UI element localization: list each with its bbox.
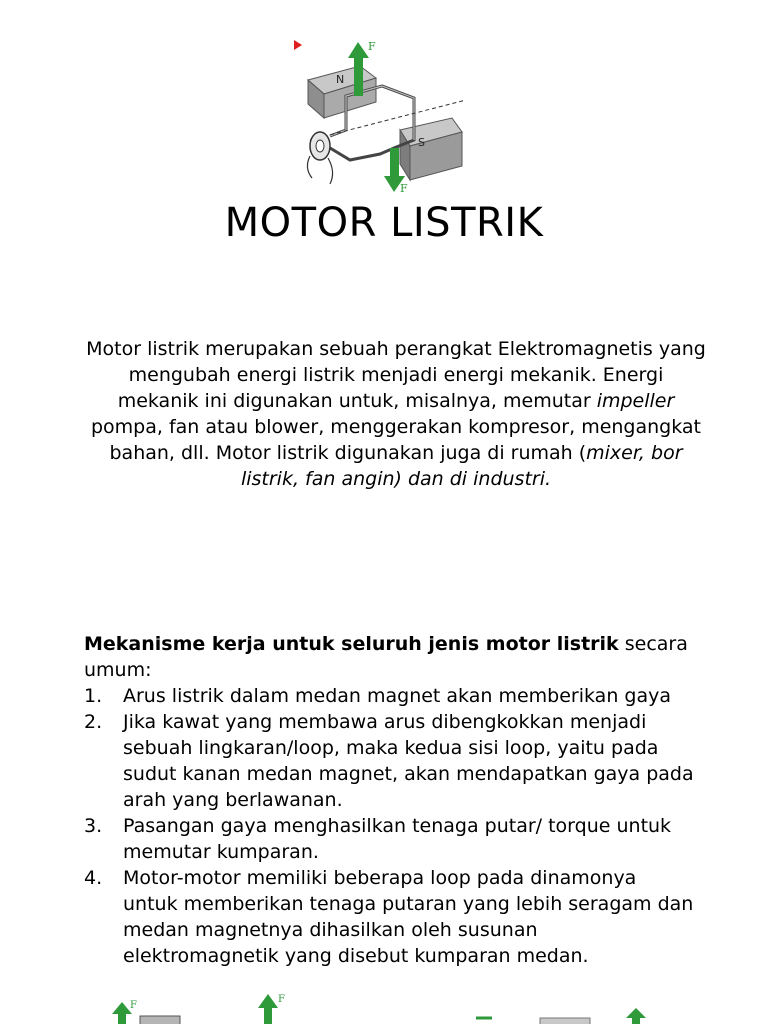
force-down-label: F — [400, 182, 408, 195]
bottom-force-label: F — [130, 1000, 137, 1011]
intro-paragraph — [86, 336, 706, 492]
mechanism-step-3 — [84, 813, 694, 865]
step-text: Arus listrik dalam medan magnet akan memberikan gaya — [123, 685, 671, 707]
step-text: Jika kawat yang membawa arus dibengkokkan menjadi sebuah lingkaran/loop, maka kedua sisi loop, yaitu pada sudut kanan medan magnet, akan mendapatkan gaya pada arah yang berlawanan. — [123, 711, 694, 811]
step-number: 2. — [84, 711, 103, 733]
intro-text-2: pompa, fan atau blower, menggerakan kompresor, mengangkat bahan, dll. Motor listrik digunakan juga di rumah ( — [90, 416, 701, 464]
mechanism-step-1 — [84, 683, 694, 709]
north-label: N — [336, 73, 345, 86]
bottom-up-arrow-icon — [626, 1008, 646, 1024]
mechanism-section — [84, 631, 694, 969]
mechanism-heading-rest: secara umum: — [84, 633, 688, 681]
mechanism-heading — [84, 631, 694, 683]
force-up-label: F — [368, 40, 376, 53]
mechanism-heading-bold: Mekanisme kerja untuk seluruh jenis motor listrik — [84, 633, 619, 655]
intro-emphasis-impeller: impeller — [596, 390, 675, 412]
step-text: Pasangan gaya menghasilkan tenaga putar/ torque untuk memutar kumparan. — [123, 815, 672, 863]
bottom-magnet-1 — [140, 1016, 180, 1024]
bottom-magnet-2 — [540, 1018, 590, 1024]
bottom-motor-figures — [0, 992, 768, 1024]
bottom-up-arrow-icon — [258, 994, 278, 1024]
page-title: MOTOR LISTRIK — [224, 200, 544, 246]
step-number: 4. — [84, 867, 103, 889]
bottom-force-label: F — [278, 994, 285, 1005]
south-label: S — [418, 136, 425, 149]
mechanism-step-2 — [84, 709, 694, 813]
intro-emphasis-examples: mixer, bor listrik, fan angin) dan di industri. — [240, 442, 683, 490]
mechanism-step-4 — [84, 865, 694, 969]
step-number: 3. — [84, 815, 103, 837]
step-text: Motor-motor memiliki beberapa loop pada dinamonya untuk memberikan tenaga putaran yang lebih seragam dan medan magnetnya dihasilkan oleh susunan elektromagnetik yang disebut kumparan medan. — [123, 867, 694, 967]
mechanism-steps — [84, 683, 694, 969]
motor-diagram — [290, 36, 480, 196]
intro-text-1: Motor listrik merupakan sebuah perangkat Elektromagnetis yang mengubah energi listrik menjadi energi mekanik. Energi mekanik ini digunakan untuk, misalnya, memutar — [86, 338, 706, 412]
red-marker-icon — [294, 40, 302, 50]
step-number: 1. — [84, 685, 103, 707]
bottom-up-arrow-icon — [112, 1002, 132, 1024]
